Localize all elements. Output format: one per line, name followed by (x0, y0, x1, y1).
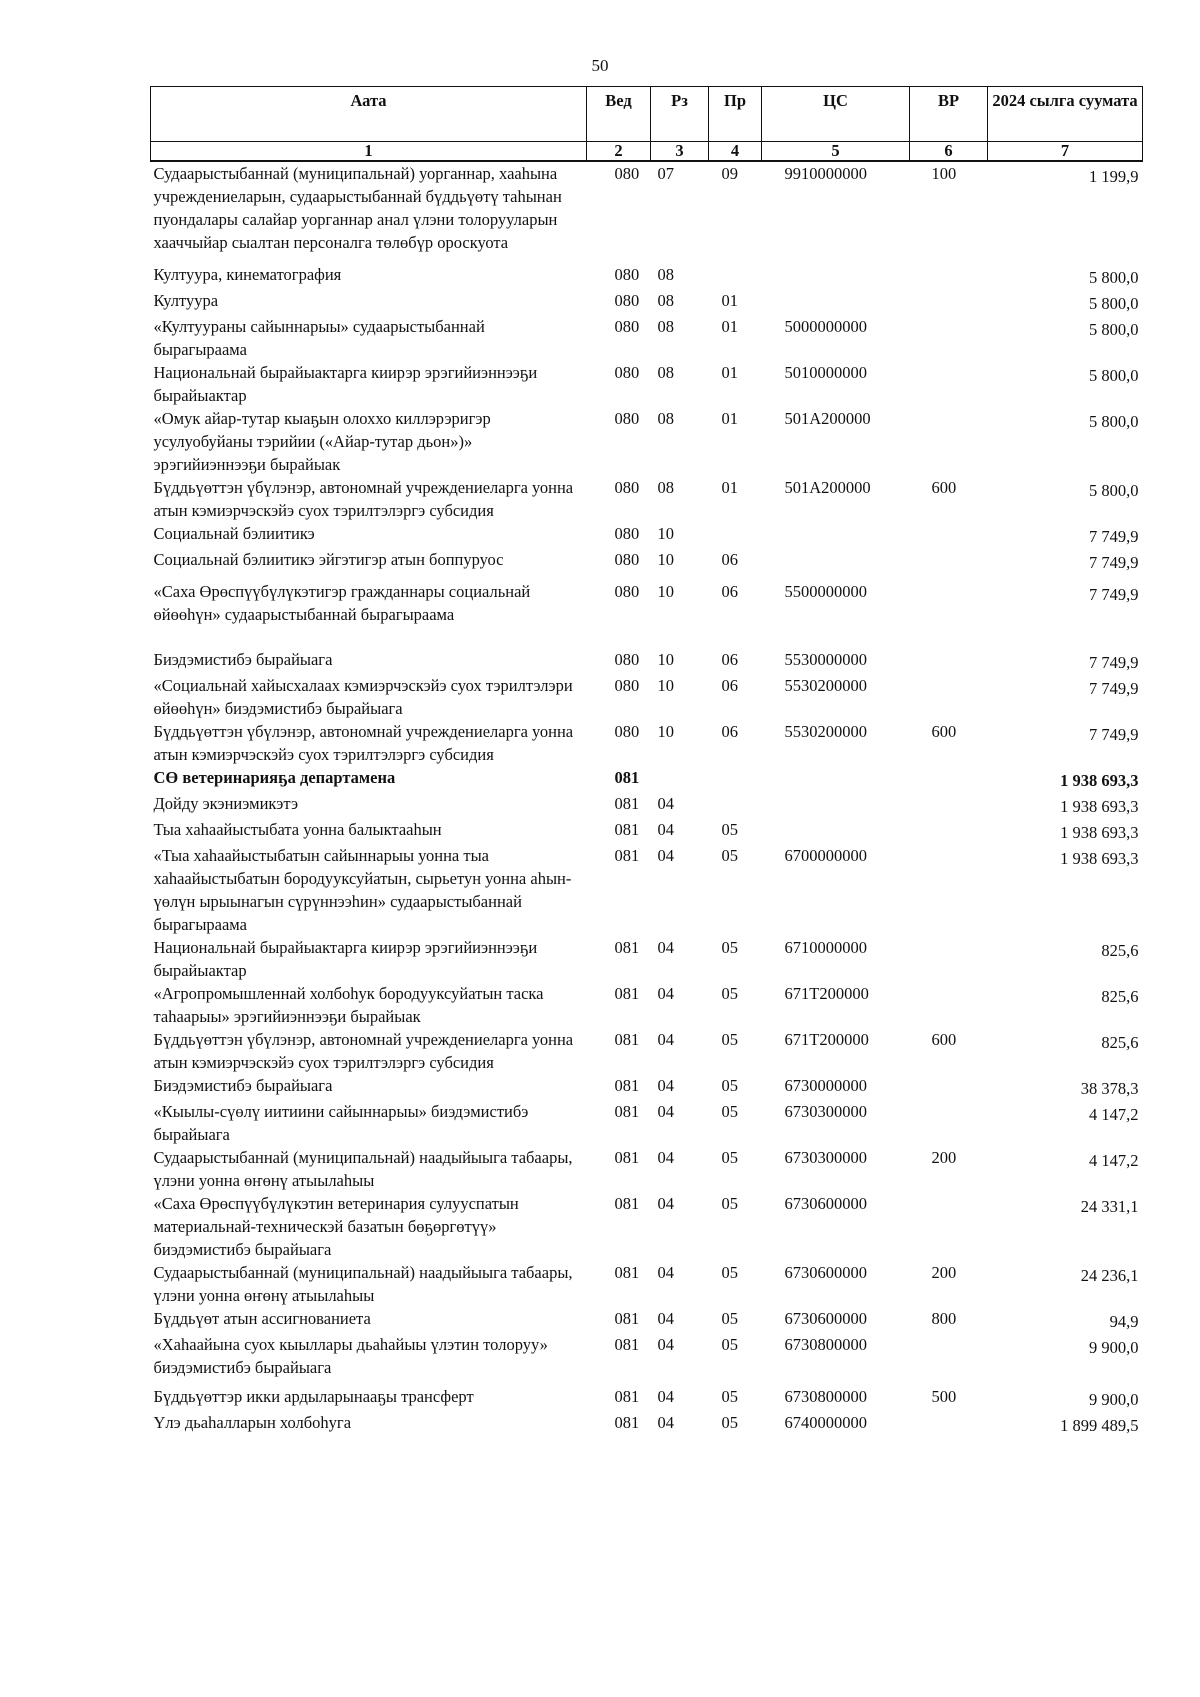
row-vr: 600 (931, 722, 957, 741)
row-sum-value: 7 749,9 (1089, 653, 1139, 672)
row-sum-value: 825,6 (1101, 1033, 1139, 1052)
row-name: «Саха Өрөспүүбүлүкэтигэр гражданнары социальнай өйөөһүн» судаарыстыбаннай бырагыраама (153, 582, 531, 624)
row-rz: 04 (657, 794, 674, 813)
row-sum-value: 4 147,2 (1089, 1105, 1139, 1124)
row-pr: 05 (721, 1413, 738, 1432)
row-sum-value: 825,6 (1101, 987, 1139, 1006)
row-pr (709, 766, 762, 792)
row-name: Судаарыстыбаннай (муниципальнай) наадыйыыга табаары, үлэни уонна өҥөнү атыылаһыы (153, 1263, 573, 1305)
header-num-7: 7 (988, 142, 1143, 162)
row-sum-value: 7 749,9 (1089, 585, 1139, 604)
row-cs: 501A200000 (784, 409, 871, 428)
table-row (151, 1385, 1143, 1411)
row-vr (910, 315, 988, 361)
row-ved: 081 (614, 1387, 640, 1406)
row-name: Бүддьүөттэн үбүлэнэр, автономнай учреждениеларга уонна атын кэмиэрчэскэйэ суох тэрилтэлэргэ субсидия (153, 722, 574, 764)
budget-table (150, 86, 1143, 1437)
row-pr: 01 (721, 317, 738, 336)
row-rz (651, 766, 709, 792)
row-name: Култуура (153, 291, 219, 310)
row-sum-value: 38 378,3 (1080, 1079, 1139, 1098)
row-cs: 6730600000 (784, 1309, 867, 1328)
row-pr: 01 (721, 478, 738, 497)
row-name: Култуура, кинематография (153, 265, 342, 284)
row-ved: 080 (614, 524, 640, 543)
row-ved: 080 (614, 265, 640, 284)
row-vr (910, 263, 988, 289)
row-name: Национальнай бырайыактарга киирэр эрэгийиэннээҕи бырайыактар (153, 938, 538, 980)
row-rz: 10 (657, 722, 674, 741)
row-cs: 6730600000 (784, 1263, 867, 1282)
row-vr (910, 844, 988, 936)
row-cs: 6710000000 (784, 938, 867, 957)
row-name: «Агропромышленнай холбоһук бородууксуйатын таска таһаарыы» эрэгийиэннээҕи бырайыак (153, 984, 544, 1026)
row-pr: 06 (721, 722, 738, 741)
row-rz: 04 (657, 820, 674, 839)
header-num-1: 1 (151, 142, 587, 162)
row-ved: 080 (614, 164, 640, 183)
row-sum-value: 5 800,0 (1089, 268, 1139, 287)
row-sum (988, 1261, 1143, 1307)
row-sum-value: 5 800,0 (1089, 294, 1139, 313)
row-pr: 06 (721, 676, 738, 695)
row-name: Үлэ дьаһалларын холбоһуга (153, 1413, 352, 1432)
header-num-4: 4 (709, 142, 762, 162)
row-sum-value: 7 749,9 (1089, 527, 1139, 546)
row-name: «Социальнай хайысхалаах кэмиэрчэскэйэ суох тэрилтэлэри өйөөһүн» биэдэмистибэ бырайыага (153, 676, 573, 718)
row-vr (910, 1333, 988, 1385)
header-num-5: 5 (762, 142, 910, 162)
row-sum-value: 825,6 (1101, 941, 1139, 960)
row-vr (910, 1192, 988, 1261)
header-pr: Пр (709, 87, 762, 142)
row-name: Биэдэмистибэ бырайыага (153, 650, 333, 669)
row-rz: 04 (657, 1335, 674, 1354)
row-name: Национальнай бырайыактарга киирэр эрэгийиэннээҕи бырайыактар (153, 363, 538, 405)
table-row (151, 674, 1143, 720)
row-cs: 671T200000 (784, 1030, 869, 1049)
row-rz: 10 (657, 676, 674, 695)
row-name: «Култуураны сайыннарыы» судаарыстыбаннай бырагыраама (153, 317, 485, 359)
row-rz: 04 (657, 1194, 674, 1213)
table-row (151, 936, 1143, 982)
row-ved: 080 (614, 409, 640, 428)
row-vr (910, 1074, 988, 1100)
row-sum (988, 1100, 1143, 1146)
row-pr: 06 (721, 582, 738, 601)
table-row (151, 792, 1143, 818)
row-vr (910, 1411, 988, 1437)
table-row (151, 1100, 1143, 1146)
row-cs (762, 289, 910, 315)
row-sum-value: 1 938 693,3 (1060, 797, 1139, 816)
row-ved: 081 (614, 1030, 640, 1049)
row-ved: 081 (614, 1148, 640, 1167)
row-ved: 081 (614, 1194, 640, 1213)
row-cs: 6730600000 (784, 1194, 867, 1213)
header-num-3: 3 (651, 142, 709, 162)
row-sum (988, 1333, 1143, 1385)
row-pr: 05 (721, 1076, 738, 1095)
row-pr: 05 (721, 984, 738, 1003)
row-rz: 08 (657, 409, 674, 428)
row-sum (988, 982, 1143, 1028)
row-name: Социальнай бэлиитикэ эйгэтигэр атын боппуруос (153, 550, 504, 569)
row-ved: 080 (614, 291, 640, 310)
header-cs: ЦС (762, 87, 910, 142)
table-row (151, 1261, 1143, 1307)
row-pr: 05 (721, 1194, 738, 1213)
row-name: Бүддьүөттэн үбүлэнэр, автономнай учреждениеларга уонна атын кэмиэрчэскэйэ суох тэрилтэлэргэ субсидия (153, 478, 574, 520)
row-vr (910, 766, 988, 792)
row-rz: 08 (657, 265, 674, 284)
row-pr: 09 (721, 164, 738, 183)
row-cs: 5530000000 (784, 650, 867, 669)
row-cs: 671T200000 (784, 984, 869, 1003)
row-rz: 10 (657, 550, 674, 569)
row-sum (988, 315, 1143, 361)
row-vr (910, 648, 988, 674)
row-rz: 04 (657, 1148, 674, 1167)
table-body (151, 161, 1143, 1437)
row-sum (988, 720, 1143, 766)
table-row (151, 1028, 1143, 1074)
row-vr (910, 818, 988, 844)
row-sum (988, 818, 1143, 844)
row-sum-value: 1 938 693,3 (1060, 823, 1139, 842)
row-pr: 01 (721, 363, 738, 382)
table-row (151, 818, 1143, 844)
row-vr (910, 361, 988, 407)
row-vr (910, 580, 988, 648)
row-name: Социальнай бэлиитикэ (153, 524, 315, 543)
row-vr: 200 (931, 1263, 957, 1282)
row-name: «Омук айар-тутар кыаҕын олоххо киллэрэригэр усулуобуйаны тэрийии («Айар-тутар дьон»)» эрэгийиэннээҕи бырайыак (153, 409, 491, 474)
row-pr (709, 522, 762, 548)
row-ved: 081 (614, 1335, 640, 1354)
row-name: СӨ ветеринарияҕа департамена (153, 768, 396, 787)
row-cs: 6740000000 (784, 1413, 867, 1432)
row-ved: 081 (614, 1309, 640, 1328)
row-cs: 6700000000 (784, 846, 867, 865)
row-name: Бүддьүөттэр икки ардыларынааҕы трансферт (153, 1387, 474, 1406)
table-row (151, 766, 1143, 792)
row-name: Судаарыстыбаннай (муниципальнай) наадыйыыга табаары, үлэни уонна өҥөнү атыылаһыы (153, 1148, 573, 1190)
row-cs: 6730300000 (784, 1102, 867, 1121)
row-rz: 04 (657, 846, 674, 865)
row-name: «Хаһаайына суох кыыллары дьаһайыы үлэтин толоруу» биэдэмистибэ бырайыага (153, 1335, 548, 1377)
row-ved: 081 (614, 984, 640, 1003)
row-ved: 081 (614, 1263, 640, 1282)
row-sum-value: 5 800,0 (1089, 481, 1139, 500)
table-row (151, 407, 1143, 476)
row-rz: 08 (657, 478, 674, 497)
row-vr: 100 (931, 164, 957, 183)
row-vr: 500 (931, 1387, 957, 1406)
row-cs (762, 766, 910, 792)
row-rz: 04 (657, 1263, 674, 1282)
row-sum-value: 7 749,9 (1089, 725, 1139, 744)
row-sum (988, 161, 1143, 263)
table-row (151, 289, 1143, 315)
row-vr (910, 1100, 988, 1146)
row-cs: 6730300000 (784, 1148, 867, 1167)
row-vr (910, 289, 988, 315)
table-row (151, 161, 1143, 263)
row-sum (988, 361, 1143, 407)
row-ved: 081 (614, 1102, 640, 1121)
row-sum (988, 476, 1143, 522)
row-vr (910, 936, 988, 982)
row-cs (762, 548, 910, 580)
row-ved: 081 (614, 846, 640, 865)
row-vr: 200 (931, 1148, 957, 1167)
row-sum-value: 7 749,9 (1089, 679, 1139, 698)
row-sum (988, 1411, 1143, 1437)
row-pr: 05 (721, 820, 738, 839)
row-sum (988, 522, 1143, 548)
row-sum-value: 24 236,1 (1080, 1266, 1139, 1285)
row-sum-value: 5 800,0 (1089, 366, 1139, 385)
row-rz: 08 (657, 291, 674, 310)
row-rz: 07 (657, 164, 674, 183)
table-row (151, 263, 1143, 289)
row-pr: 01 (721, 291, 738, 310)
row-rz: 04 (657, 984, 674, 1003)
row-sum (988, 580, 1143, 648)
row-cs: 501A200000 (784, 478, 871, 497)
row-pr: 05 (721, 1148, 738, 1167)
table-row (151, 648, 1143, 674)
row-sum (988, 1192, 1143, 1261)
row-vr (910, 522, 988, 548)
row-name: Судаарыстыбаннай (муниципальнай) уорганнар, хааһына учреждениеларын, судаарыстыбаннай бүддьүөтү таһынан пуондалары салайар уорганнар анал үлэни толорууларын хааччыйар сыалтан персоналга төлөбүр ороскуота (153, 164, 562, 252)
row-cs: 6730000000 (784, 1076, 867, 1095)
table-row (151, 844, 1143, 936)
row-rz: 08 (657, 317, 674, 336)
row-vr (910, 792, 988, 818)
row-pr: 05 (721, 846, 738, 865)
row-pr: 05 (721, 1309, 738, 1328)
row-pr: 05 (721, 1335, 738, 1354)
row-vr (910, 407, 988, 476)
row-name: Тыа хаһаайыстыбата уонна балыктааһын (153, 820, 442, 839)
row-vr (910, 548, 988, 580)
row-name: «Саха Өрөспүүбүлүкэтин ветеринария сулууспатын материальнай-техническэй базатын бөҕөргөтүү» биэдэмистибэ бырайыага (153, 1194, 519, 1259)
row-ved: 080 (614, 363, 640, 382)
row-sum-value: 24 331,1 (1080, 1197, 1139, 1216)
table-row (151, 315, 1143, 361)
row-sum (988, 289, 1143, 315)
table-header (151, 87, 1143, 162)
row-sum (988, 792, 1143, 818)
row-sum-value: 7 749,9 (1089, 553, 1139, 572)
row-sum-value: 9 900,0 (1089, 1390, 1139, 1409)
row-cs: 6730800000 (784, 1335, 867, 1354)
page-number: 50 (591, 56, 609, 75)
row-ved: 080 (614, 650, 640, 669)
table-row (151, 1074, 1143, 1100)
row-sum-value: 94,9 (1109, 1312, 1139, 1331)
row-cs (762, 263, 910, 289)
row-rz: 04 (657, 1413, 674, 1432)
header-name: Аата (151, 87, 587, 142)
row-rz: 04 (657, 1102, 674, 1121)
header-sum: 2024 сылга суумата (988, 87, 1143, 142)
row-pr (709, 792, 762, 818)
row-name: «Тыа хаһаайыстыбатын сайыннарыы уонна тыа хаһаайыстыбатын бородууксуйатын, сырьетун уонна аһын-үөлүн ырыынагын сүрүннээһин» судаарыстыбаннай бырагыраама (153, 846, 572, 934)
row-ved: 081 (614, 1076, 640, 1095)
row-rz: 04 (657, 1076, 674, 1095)
row-sum (988, 844, 1143, 936)
row-vr: 800 (931, 1309, 957, 1328)
row-cs: 5530200000 (784, 676, 867, 695)
table-row (151, 1411, 1143, 1437)
row-sum-value: 1 938 693,3 (1060, 771, 1139, 790)
row-pr: 05 (721, 1030, 738, 1049)
header-ved: Вед (587, 87, 651, 142)
row-pr: 05 (721, 1387, 738, 1406)
row-ved: 080 (614, 582, 640, 601)
row-sum (988, 1385, 1143, 1411)
row-ved: 081 (614, 1413, 640, 1432)
row-sum (988, 407, 1143, 476)
row-pr (709, 263, 762, 289)
row-pr: 01 (721, 409, 738, 428)
table-row (151, 548, 1143, 580)
row-cs: 5500000000 (784, 582, 867, 601)
row-rz: 04 (657, 1030, 674, 1049)
table-row (151, 982, 1143, 1028)
row-sum (988, 674, 1143, 720)
row-cs: 5530200000 (784, 722, 867, 741)
row-ved: 080 (614, 550, 640, 569)
row-cs: 9910000000 (784, 164, 867, 183)
row-cs (762, 792, 910, 818)
table-row (151, 1146, 1143, 1192)
row-ved: 081 (614, 794, 640, 813)
row-sum-value: 5 800,0 (1089, 412, 1139, 431)
row-vr: 600 (931, 478, 957, 497)
table-row (151, 361, 1143, 407)
row-sum-value: 1 899 489,5 (1060, 1416, 1139, 1435)
row-ved: 080 (614, 317, 640, 336)
row-ved: 080 (614, 722, 640, 741)
row-vr (910, 674, 988, 720)
row-sum (988, 648, 1143, 674)
header-num-2: 2 (587, 142, 651, 162)
row-rz: 04 (657, 938, 674, 957)
row-rz: 04 (657, 1387, 674, 1406)
row-rz: 10 (657, 582, 674, 601)
row-rz: 10 (657, 650, 674, 669)
row-sum (988, 548, 1143, 580)
row-pr: 05 (721, 1263, 738, 1282)
row-name: «Кыылы-сүөлү иитиини сайыннарыы» биэдэмистибэ бырайыага (153, 1102, 529, 1144)
row-vr (910, 982, 988, 1028)
row-sum (988, 766, 1143, 792)
row-cs: 6730800000 (784, 1387, 867, 1406)
table-row (151, 580, 1143, 648)
row-rz: 04 (657, 1309, 674, 1328)
row-sum (988, 263, 1143, 289)
row-ved: 080 (614, 676, 640, 695)
row-name: Биэдэмистибэ бырайыага (153, 1076, 333, 1095)
table-row (151, 1192, 1143, 1261)
row-pr: 05 (721, 1102, 738, 1121)
table-row (151, 720, 1143, 766)
table-row (151, 476, 1143, 522)
row-pr: 06 (721, 550, 738, 569)
table-row (151, 1333, 1143, 1385)
table-row (151, 522, 1143, 548)
header-rz: Рз (651, 87, 709, 142)
row-cs (762, 818, 910, 844)
row-ved: 081 (614, 820, 640, 839)
row-rz: 10 (657, 524, 674, 543)
row-sum-value: 5 800,0 (1089, 320, 1139, 339)
row-ved: 081 (614, 768, 640, 787)
row-name: Бүддьүөттэн үбүлэнэр, автономнай учреждениеларга уонна атын кэмиэрчэскэйэ суох тэрилтэлэргэ субсидия (153, 1030, 574, 1072)
row-sum (988, 1074, 1143, 1100)
row-pr: 05 (721, 938, 738, 957)
row-sum-value: 1 938 693,3 (1060, 849, 1139, 868)
row-sum (988, 1307, 1143, 1333)
table-row (151, 1307, 1143, 1333)
row-cs: 5000000000 (784, 317, 867, 336)
row-name: Дойду экэниэмикэтэ (153, 794, 299, 813)
row-sum (988, 1028, 1143, 1074)
header-vr: ВР (910, 87, 988, 142)
row-name: Бүддьүөт атын ассигнованиета (153, 1309, 371, 1328)
row-sum-value: 9 900,0 (1089, 1338, 1139, 1357)
row-pr: 06 (721, 650, 738, 669)
row-cs (762, 522, 910, 548)
row-cs: 5010000000 (784, 363, 867, 382)
row-vr: 600 (931, 1030, 957, 1049)
row-sum (988, 936, 1143, 982)
row-ved: 081 (614, 938, 640, 957)
row-sum (988, 1146, 1143, 1192)
row-ved: 080 (614, 478, 640, 497)
row-rz: 08 (657, 363, 674, 382)
header-num-6: 6 (910, 142, 988, 162)
row-sum-value: 4 147,2 (1089, 1151, 1139, 1170)
row-sum-value: 1 199,9 (1089, 167, 1139, 186)
